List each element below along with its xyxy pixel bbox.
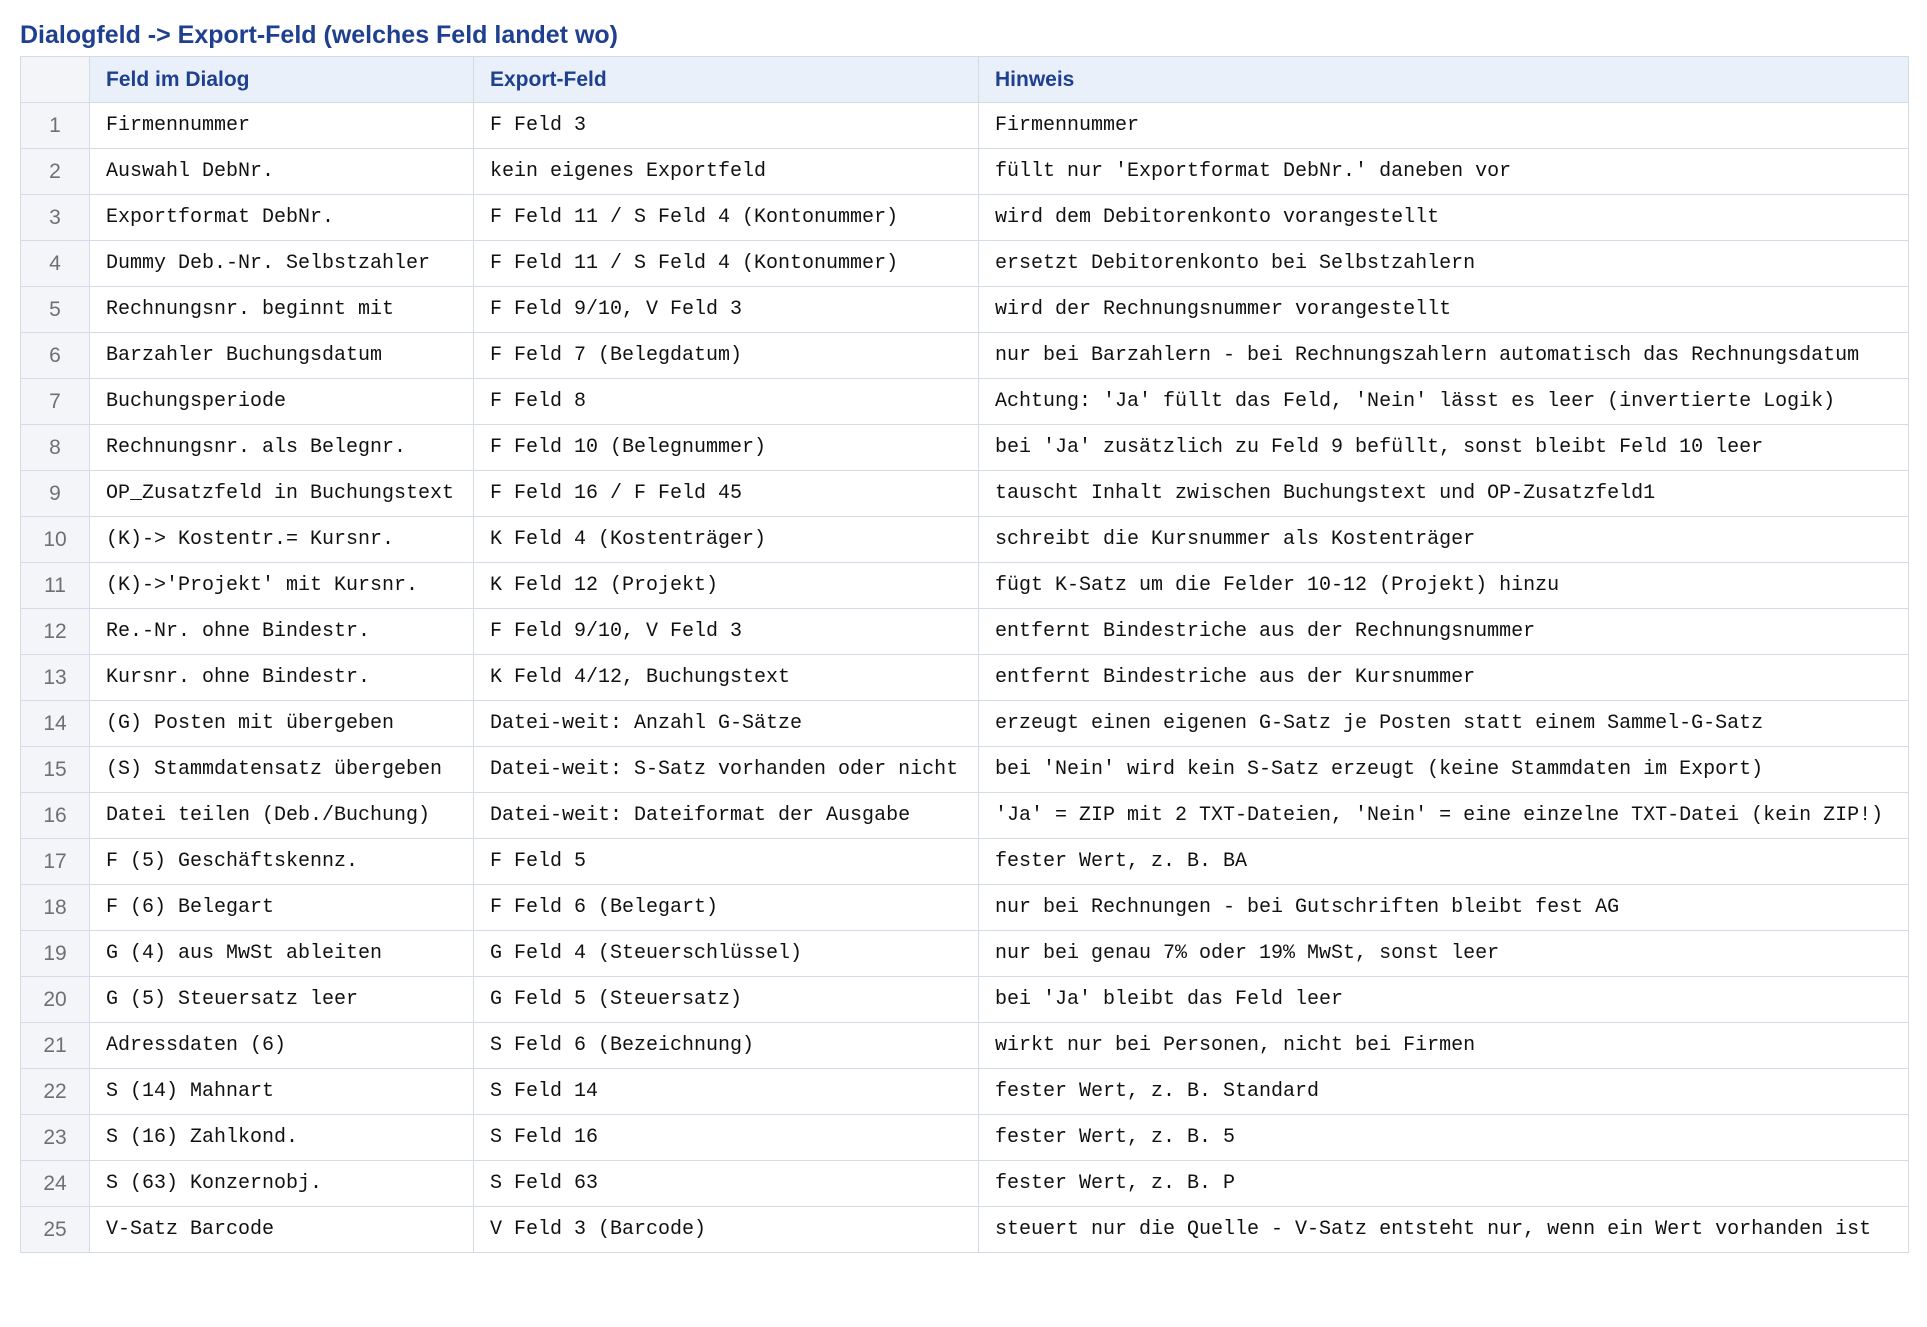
row-number-cell: 16 <box>21 793 90 839</box>
row-number-cell: 6 <box>21 333 90 379</box>
hint-cell: nur bei genau 7% oder 19% MwSt, sonst leer <box>979 931 1909 977</box>
table-row <box>21 425 1909 471</box>
export-field-cell: F Feld 3 <box>474 103 979 149</box>
row-number-cell: 15 <box>21 747 90 793</box>
hint-cell: fester Wert, z. B. Standard <box>979 1069 1909 1115</box>
column-header-row-number <box>21 57 90 103</box>
table-row <box>21 839 1909 885</box>
hint-cell: füllt nur 'Exportformat DebNr.' daneben vor <box>979 149 1909 195</box>
dialog-field-cell: Buchungsperiode <box>90 379 474 425</box>
dialog-field-cell: (K)-> Kostentr.= Kursnr. <box>90 517 474 563</box>
export-field-cell: G Feld 4 (Steuerschlüssel) <box>474 931 979 977</box>
hint-cell: Firmennummer <box>979 103 1909 149</box>
field-mapping-table <box>20 56 1909 1253</box>
table-row <box>21 793 1909 839</box>
export-field-cell: K Feld 4/12, Buchungstext <box>474 655 979 701</box>
hint-cell: bei 'Ja' zusätzlich zu Feld 9 befüllt, sonst bleibt Feld 10 leer <box>979 425 1909 471</box>
table-row <box>21 931 1909 977</box>
row-number-cell: 18 <box>21 885 90 931</box>
row-number-cell: 2 <box>21 149 90 195</box>
hint-cell: wird dem Debitorenkonto vorangestellt <box>979 195 1909 241</box>
column-header-hint: Hinweis <box>979 57 1909 103</box>
dialog-field-cell: Re.-Nr. ohne Bindestr. <box>90 609 474 655</box>
dialog-field-cell: (K)->'Projekt' mit Kursnr. <box>90 563 474 609</box>
export-field-cell: F Feld 10 (Belegnummer) <box>474 425 979 471</box>
table-row <box>21 1161 1909 1207</box>
hint-cell: bei 'Ja' bleibt das Feld leer <box>979 977 1909 1023</box>
table-row <box>21 1115 1909 1161</box>
export-field-cell: F Feld 8 <box>474 379 979 425</box>
export-field-cell: F Feld 9/10, V Feld 3 <box>474 609 979 655</box>
hint-cell: fester Wert, z. B. BA <box>979 839 1909 885</box>
hint-cell: tauscht Inhalt zwischen Buchungstext und OP-Zusatzfeld1 <box>979 471 1909 517</box>
row-number-cell: 22 <box>21 1069 90 1115</box>
export-field-cell: kein eigenes Exportfeld <box>474 149 979 195</box>
export-field-cell: F Feld 11 / S Feld 4 (Kontonummer) <box>474 241 979 287</box>
hint-cell: nur bei Rechnungen - bei Gutschriften bleibt fest AG <box>979 885 1909 931</box>
hint-cell: Achtung: 'Ja' füllt das Feld, 'Nein' lässt es leer (invertierte Logik) <box>979 379 1909 425</box>
row-number-cell: 11 <box>21 563 90 609</box>
table-row <box>21 701 1909 747</box>
dialog-field-cell: V-Satz Barcode <box>90 1207 474 1253</box>
export-field-cell: F Feld 7 (Belegdatum) <box>474 333 979 379</box>
hint-cell: erzeugt einen eigenen G-Satz je Posten statt einem Sammel-G-Satz <box>979 701 1909 747</box>
table-row <box>21 379 1909 425</box>
header-row <box>21 57 1909 103</box>
page-title: Dialogfeld -> Export-Feld (welches Feld landet wo) <box>20 21 618 49</box>
export-field-cell: G Feld 5 (Steuersatz) <box>474 977 979 1023</box>
hint-cell: ersetzt Debitorenkonto bei Selbstzahlern <box>979 241 1909 287</box>
export-field-cell: Datei-weit: Anzahl G-Sätze <box>474 701 979 747</box>
hint-cell: nur bei Barzahlern - bei Rechnungszahlern automatisch das Rechnungsdatum <box>979 333 1909 379</box>
export-field-cell: Datei-weit: Dateiformat der Ausgabe <box>474 793 979 839</box>
row-number-cell: 19 <box>21 931 90 977</box>
hint-cell: fügt K-Satz um die Felder 10-12 (Projekt) hinzu <box>979 563 1909 609</box>
export-field-cell: F Feld 16 / F Feld 45 <box>474 471 979 517</box>
dialog-field-cell: Exportformat DebNr. <box>90 195 474 241</box>
row-number-cell: 24 <box>21 1161 90 1207</box>
row-number-cell: 12 <box>21 609 90 655</box>
dialog-field-cell: F (6) Belegart <box>90 885 474 931</box>
table-row <box>21 1023 1909 1069</box>
export-field-cell: F Feld 5 <box>474 839 979 885</box>
dialog-field-cell: F (5) Geschäftskennz. <box>90 839 474 885</box>
export-field-cell: K Feld 12 (Projekt) <box>474 563 979 609</box>
export-field-cell: F Feld 11 / S Feld 4 (Kontonummer) <box>474 195 979 241</box>
export-field-cell: K Feld 4 (Kostenträger) <box>474 517 979 563</box>
table-row <box>21 747 1909 793</box>
table-row <box>21 195 1909 241</box>
column-header-export-field: Export-Feld <box>474 57 979 103</box>
dialog-field-cell: (G) Posten mit übergeben <box>90 701 474 747</box>
table-row <box>21 609 1909 655</box>
hint-cell: 'Ja' = ZIP mit 2 TXT-Dateien, 'Nein' = eine einzelne TXT-Datei (kein ZIP!) <box>979 793 1909 839</box>
table-row <box>21 241 1909 287</box>
hint-cell: schreibt die Kursnummer als Kostenträger <box>979 517 1909 563</box>
table-row <box>21 1069 1909 1115</box>
export-field-cell: F Feld 6 (Belegart) <box>474 885 979 931</box>
hint-cell: wird der Rechnungsnummer vorangestellt <box>979 287 1909 333</box>
row-number-cell: 13 <box>21 655 90 701</box>
table-row <box>21 287 1909 333</box>
row-number-cell: 25 <box>21 1207 90 1253</box>
table-row <box>21 977 1909 1023</box>
dialog-field-cell: Datei teilen (Deb./Buchung) <box>90 793 474 839</box>
table-row <box>21 517 1909 563</box>
row-number-cell: 10 <box>21 517 90 563</box>
row-number-cell: 23 <box>21 1115 90 1161</box>
row-number-cell: 1 <box>21 103 90 149</box>
dialog-field-cell: Rechnungsnr. als Belegnr. <box>90 425 474 471</box>
dialog-field-cell: Firmennummer <box>90 103 474 149</box>
dialog-field-cell: Barzahler Buchungsdatum <box>90 333 474 379</box>
table-row <box>21 149 1909 195</box>
dialog-field-cell: G (4) aus MwSt ableiten <box>90 931 474 977</box>
table-row <box>21 333 1909 379</box>
hint-cell: wirkt nur bei Personen, nicht bei Firmen <box>979 1023 1909 1069</box>
row-number-cell: 3 <box>21 195 90 241</box>
hint-cell: steuert nur die Quelle - V-Satz entsteht nur, wenn ein Wert vorhanden ist <box>979 1207 1909 1253</box>
hint-cell: entfernt Bindestriche aus der Rechnungsnummer <box>979 609 1909 655</box>
table-row <box>21 885 1909 931</box>
export-field-cell: F Feld 9/10, V Feld 3 <box>474 287 979 333</box>
table-row <box>21 655 1909 701</box>
export-field-cell: S Feld 6 (Bezeichnung) <box>474 1023 979 1069</box>
dialog-field-cell: Adressdaten (6) <box>90 1023 474 1069</box>
row-number-cell: 9 <box>21 471 90 517</box>
column-header-dialog-field: Feld im Dialog <box>90 57 474 103</box>
row-number-cell: 7 <box>21 379 90 425</box>
export-field-cell: S Feld 16 <box>474 1115 979 1161</box>
hint-cell: entfernt Bindestriche aus der Kursnummer <box>979 655 1909 701</box>
dialog-field-cell: Kursnr. ohne Bindestr. <box>90 655 474 701</box>
table-body <box>21 103 1909 1253</box>
export-field-cell: S Feld 63 <box>474 1161 979 1207</box>
dialog-field-cell: (S) Stammdatensatz übergeben <box>90 747 474 793</box>
table-row <box>21 563 1909 609</box>
dialog-field-cell: Auswahl DebNr. <box>90 149 474 195</box>
table-row <box>21 103 1909 149</box>
row-number-cell: 14 <box>21 701 90 747</box>
dialog-field-cell: S (16) Zahlkond. <box>90 1115 474 1161</box>
row-number-cell: 17 <box>21 839 90 885</box>
row-number-cell: 8 <box>21 425 90 471</box>
dialog-field-cell: Rechnungsnr. beginnt mit <box>90 287 474 333</box>
hint-cell: fester Wert, z. B. 5 <box>979 1115 1909 1161</box>
hint-cell: fester Wert, z. B. P <box>979 1161 1909 1207</box>
dialog-field-cell: S (14) Mahnart <box>90 1069 474 1115</box>
export-field-cell: V Feld 3 (Barcode) <box>474 1207 979 1253</box>
row-number-cell: 4 <box>21 241 90 287</box>
export-field-cell: S Feld 14 <box>474 1069 979 1115</box>
table-row <box>21 1207 1909 1253</box>
hint-cell: bei 'Nein' wird kein S-Satz erzeugt (keine Stammdaten im Export) <box>979 747 1909 793</box>
table-header <box>21 57 1909 103</box>
row-number-cell: 5 <box>21 287 90 333</box>
export-field-cell: Datei-weit: S-Satz vorhanden oder nicht <box>474 747 979 793</box>
dialog-field-cell: S (63) Konzernobj. <box>90 1161 474 1207</box>
dialog-field-cell: G (5) Steuersatz leer <box>90 977 474 1023</box>
table-row <box>21 471 1909 517</box>
dialog-field-cell: OP_Zusatzfeld in Buchungstext <box>90 471 474 517</box>
dialog-field-cell: Dummy Deb.-Nr. Selbstzahler <box>90 241 474 287</box>
row-number-cell: 21 <box>21 1023 90 1069</box>
row-number-cell: 20 <box>21 977 90 1023</box>
